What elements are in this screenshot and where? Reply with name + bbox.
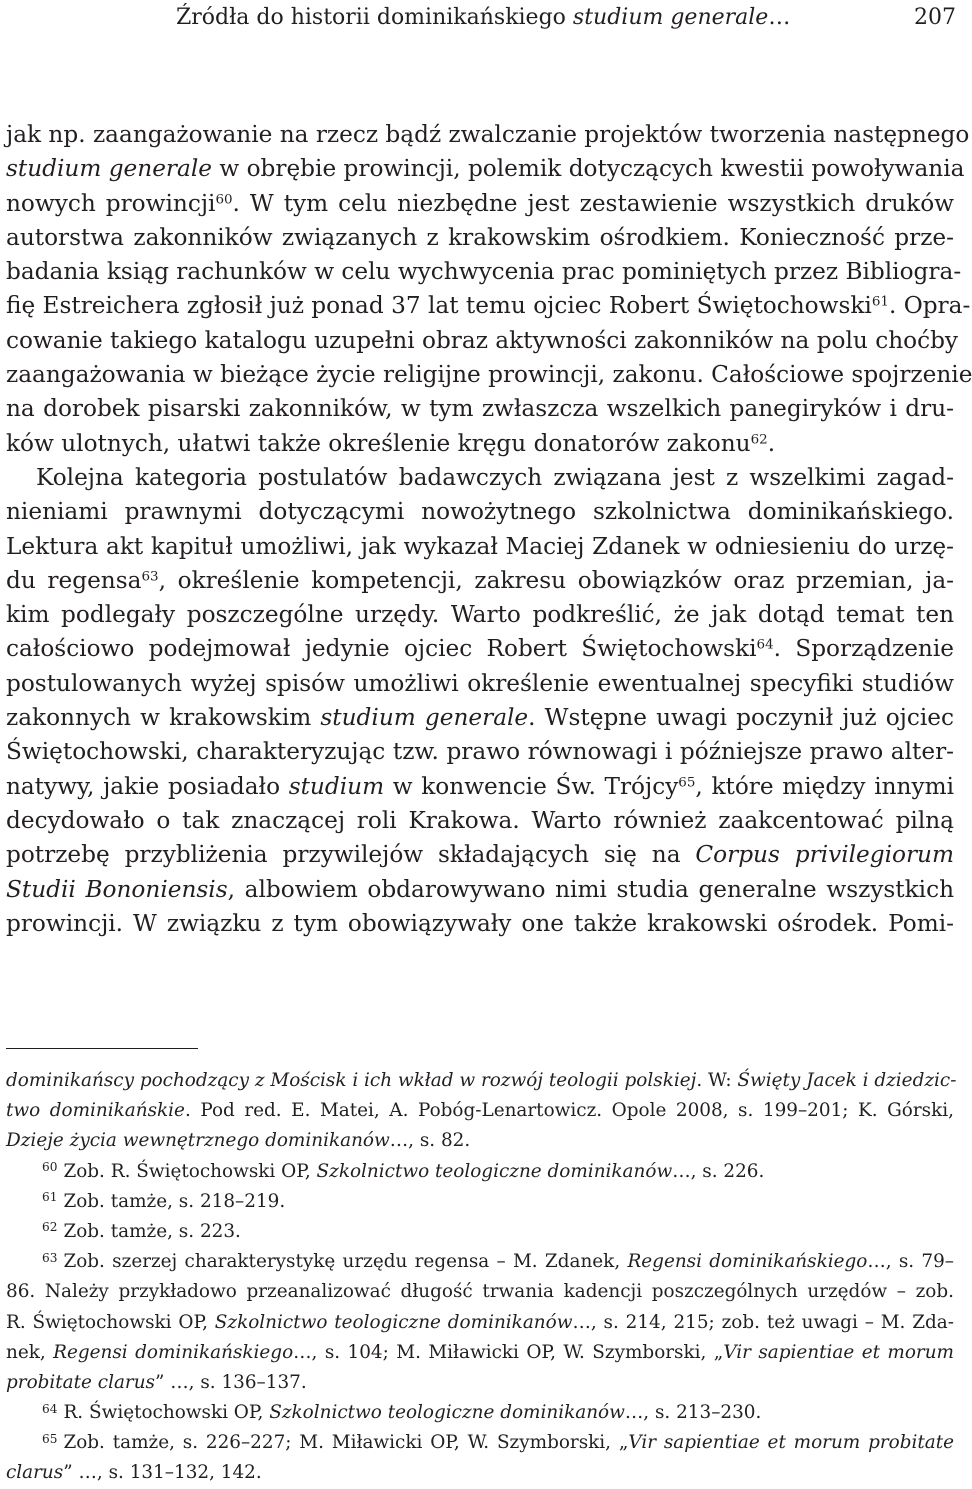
page-number: 207	[914, 5, 956, 30]
text-line: nowych prowincji$^{60}$. W tym celu niezbędne jest zestawienie wszystkich druków	[6, 189, 955, 217]
footnote-63: $^{63}$ Zob. szerzej charakterystykę urzędu regensa – M. Zdanek, Regensi dominikańskiego…, s. 79–	[42, 1250, 955, 1273]
text-line: całościowo podejmował jedynie ojciec Robert Świętochowski$^{64}$. Sporządzenie	[6, 635, 954, 663]
footnote-65: $^{65}$ Zob. tamże, s. 226–227; M. Miławicki OP, W. Szymborski, „Vir sapientiae et morum probitate	[42, 1431, 954, 1454]
text-line: du regensa$^{63}$, określenie kompetencji, zakresu obowiązków oraz przemian, ja-	[6, 566, 954, 594]
text-line: badania ksiąg rachunków w celu wychwycenia prac pominiętych przez Bibliogra-	[6, 258, 962, 286]
text-line: nieniami prawnymi dotyczącymi nowożytnego szkolnictwa dominikańskiego.	[6, 498, 954, 526]
footnote-line: nek, Regensi dominikańskiego…, s. 104; M. Miławicki OP, W. Szymborski, „Vir sapientiae et morum	[6, 1341, 954, 1363]
footnote-ref[interactable]: 64	[756, 638, 774, 654]
footnote-number: 60	[42, 1160, 58, 1175]
footnote-line: dominikańscy pochodzący z Mościsk i ich wkład w rozwój teologii polskiej. W: Święty Jacek i dziedzic-	[6, 1070, 957, 1091]
text-line: potrzebę przybliżenia przywilejów składających się na Corpus privilegiorum	[6, 841, 954, 869]
footnote-62: $^{62}$ Zob. tamże, s. 223.	[42, 1220, 241, 1242]
text-line: prowincji. W związku z tym obowiązywały one także krakowski ośrodek. Pomi-	[6, 909, 954, 937]
running-title: Źródła do historii dominikańskiego studium generale…	[176, 5, 791, 30]
text-line: Studii Bononiensis, albowiem obdarowywano nimi studia generalne wszystkich	[6, 875, 955, 903]
footnotes	[6, 1066, 957, 1489]
footnote-line: clarus” …, s. 131–132, 142.	[6, 1462, 262, 1484]
text-line: autorstwa zakonników związanych z krakowskim ośrodkiem. Konieczność prze-	[6, 223, 954, 251]
footnote-line: probitate clarus” …, s. 136–137.	[6, 1371, 307, 1393]
footnote-line: two dominikańskie. Pod red. E. Matei, A. Pobóg-Lenartowicz. Opole 2008, s. 199–201; K. Górski,	[6, 1100, 954, 1122]
text-line: na dorobek pisarski zakonników, w tym zwłaszcza wszelkich panegiryków i dru-	[6, 395, 954, 423]
text-line: cowanie takiego katalogu uzupełni obraz aktywności zakonników na polu choćby	[6, 326, 959, 354]
footnote-number: 61	[42, 1190, 58, 1205]
footnote-ref[interactable]: 60	[215, 192, 233, 208]
main-text	[6, 118, 972, 941]
footnote-64: $^{64}$ R. Świętochowski OP, Szkolnictwo teologiczne dominikanów…, s. 213–230.	[42, 1401, 762, 1424]
footnote-line: 86. Należy przykładowo przeanalizować długość trwania kadencji poszczególnych urzędów – zob.	[6, 1281, 954, 1303]
text-line: jak np. zaangażowanie na rzecz bądź zwalczanie projektów tworzenia następnego	[6, 121, 970, 148]
text-line: natywy, jakie posiadało studium w konwencie Św. Trójcy$^{65}$, które między innymi	[6, 772, 954, 800]
footnote-ref[interactable]: 62	[750, 432, 768, 448]
text-line: Lektura akt kapituł umożliwi, jak wykazał Maciej Zdanek w odniesieniu do urzę-	[6, 532, 954, 560]
footnote-number: 65	[42, 1431, 58, 1446]
text-line: ków ulotnych, ułatwi także określenie kręgu donatorów zakonu$^{62}$.	[6, 429, 776, 457]
footnote-line: R. Świętochowski OP, Szkolnictwo teologiczne dominikanów…, s. 214, 215; zob. też uwagi – M. Zda-	[6, 1311, 954, 1333]
text-line: postulowanych wyżej spisów umożliwi określenie ewentualnej specyfiki studiów	[6, 669, 954, 697]
footnote-ref[interactable]: 61	[871, 295, 889, 311]
running-header	[176, 2, 956, 34]
text-line: Świętochowski, charakteryzując tzw. prawo równowagi i późniejsze prawo alter-	[6, 738, 954, 766]
text-line: zaangażowania w bieżące życie religijne prowincji, zakonu. Całościowe spojrzenie	[6, 361, 972, 389]
footnote-ref[interactable]: 65	[678, 775, 696, 791]
footnote-number: 64	[42, 1401, 58, 1416]
text-line: decydowało o tak znaczącej roli Krakowa. Warto również zaakcentować pilną	[6, 806, 954, 834]
footnote-61: $^{61}$ Zob. tamże, s. 218–219.	[42, 1190, 286, 1212]
footnote-separator	[6, 1048, 198, 1049]
footnote-line: Dzieje życia wewnętrznego dominikanów…, s. 82.	[6, 1130, 471, 1152]
footnote-number: 63	[42, 1250, 58, 1265]
text-line: Kolejna kategoria postulatów badawczych związana jest z wszelkimi zagad-	[36, 463, 954, 491]
text-line: kim podlegały poszczególne urzędy. Warto podkreślić, że jak dotąd temat ten	[6, 601, 954, 629]
footnote-number: 62	[42, 1220, 58, 1235]
footnote-60: $^{60}$ Zob. R. Świętochowski OP, Szkolnictwo teologiczne dominikanów…, s. 226.	[42, 1160, 765, 1182]
footnote-ref[interactable]: 63	[141, 569, 159, 585]
text-line: fię Estreichera zgłosił już ponad 37 lat temu ojciec Robert Świętochowski$^{61}$. Opra-	[6, 292, 971, 320]
text-line: zakonnych w krakowskim studium generale. Wstępne uwagi poczynił już ojciec	[6, 704, 954, 732]
text-line: studium generale w obrębie prowincji, polemik dotyczących kwestii powoływania	[6, 155, 965, 183]
